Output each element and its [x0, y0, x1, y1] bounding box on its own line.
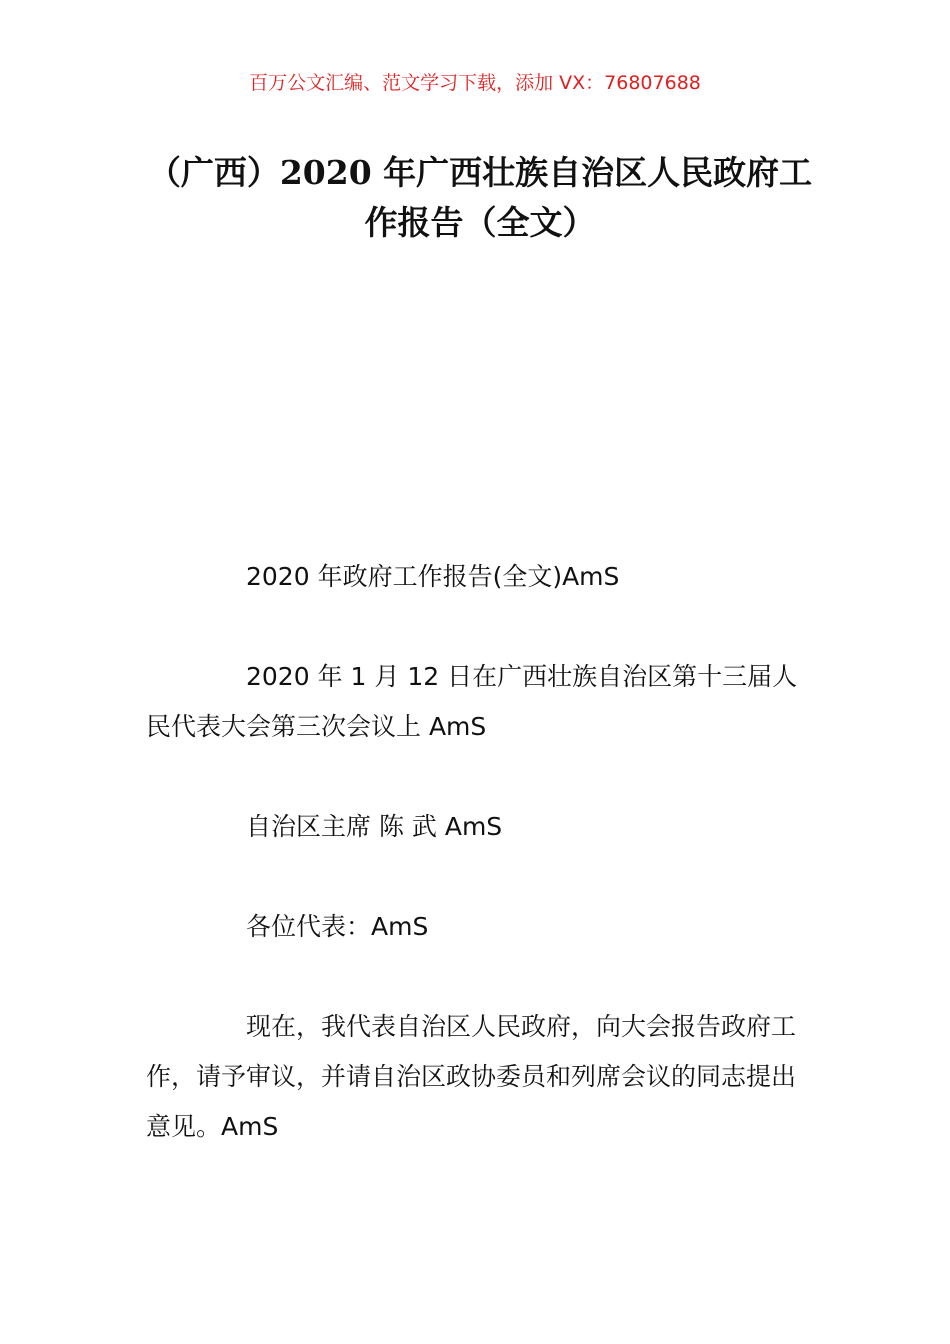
header-note: 百万公文汇编、范文学习下载，添加 VX：76807688 [249, 72, 701, 94]
report-heading-paragraph: 2020 年政府工作报告(全文)AmS [246, 562, 620, 591]
speaker-paragraph: 自治区主席 陈 武 AmS [246, 812, 503, 841]
meeting-date-paragraph: 2020 年 1 月 12 日在广西壮族自治区第十三届人民代表大会第三次会议上 AmS [146, 662, 798, 741]
opening-paragraph: 现在，我代表自治区人民政府，向大会报告政府工作，请予审议，并请自治区政协委员和列席会议的同志提出意见。AmS [146, 1012, 797, 1141]
document-body [146, 552, 812, 1202]
salutation-paragraph: 各位代表：AmS [246, 912, 429, 941]
document-title: （广西）2020 年广西壮族自治区人民政府工作报告（全文） [147, 153, 813, 242]
